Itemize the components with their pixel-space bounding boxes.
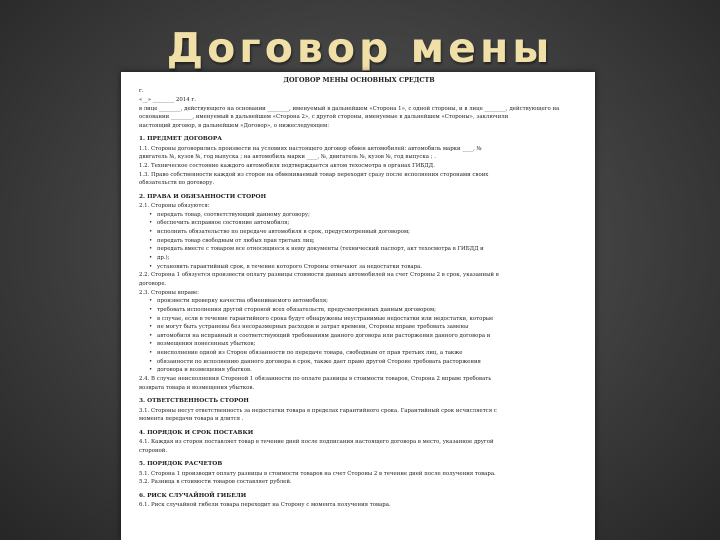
section-heading: 4. ПОРЯДОК И СРОК ПОСТАВКИ (139, 429, 254, 436)
obligations-list (139, 211, 579, 271)
paragraph-line: 2.1. Стороны обязуются: (139, 203, 210, 210)
list-item: • в случае, если в течение гарантийного срока будут обнаружены неустранимые недостатки или недостатки, которые (149, 315, 579, 324)
section-heading: 2. ПРАВА И ОБЯЗАННОСТИ СТОРОН (139, 193, 267, 200)
list-item: • требовать исполнения другой стороной всех обязательств, предусмотренных данным договором; (149, 306, 579, 315)
list-item: • передать товар свободным от любых прав третьих лиц; (149, 237, 579, 246)
contract-document (121, 72, 595, 540)
paragraph-line: 1.3. Право собственности каждой из сторон на обмениваемый товар переходит сразу после исполнения сторонами своих (139, 171, 489, 178)
preamble-line: основании ________, именуемый в дальнейшем «Сторона 2», с другой стороны, именуемые в дальнейшем «Стороны», заключили (139, 114, 509, 121)
list-item: • установить гарантийный срок, в течение которого Стороны отвечают за недостатки товара. (149, 263, 579, 272)
list-item: • обязанности по исполнению данного договора в срок, также дает право другой Стороне требовать расторжения (149, 358, 579, 367)
section-heading: 1. ПРЕДМЕТ ДОГОВОРА (139, 136, 222, 143)
list-item: • исполнить обязательство по передаче автомобиля в срок, предусмотренный договором; (149, 228, 579, 237)
paragraph-line: стороной. (139, 447, 168, 454)
section-heading: 3. ОТВЕТСТВЕННОСТЬ СТОРОН (139, 398, 249, 405)
paragraph-line: 2.2. Сторона 1 обязуется произвести оплату разницы стоимости данных автомобилей на счет Стороны 2 в срок, указанный в (139, 272, 499, 279)
paragraph-line: 3.1. Стороны несут ответственность за недостатки товара в пределах гарантийного срока. Гарантийный срок исчисляется с (139, 407, 497, 414)
section-heading: 5. ПОРЯДОК РАСЧЕТОВ (139, 461, 223, 468)
paragraph-line: договоре. (139, 280, 167, 287)
preamble-line: г. (139, 88, 144, 95)
preamble-line: в лице ________, действующего на основании ________, именуемый в дальнейшем «Сторона 1», с одной стороны, и в лице ________, действующего на (139, 105, 560, 112)
list-item: • возмещения понесенных убытков; (149, 340, 579, 349)
list-item: • передать товар, соответствующий данному договору; (149, 211, 579, 220)
preamble-line: «__» ________ 2014 г. (139, 96, 196, 103)
paragraph-line: 4.1. Каждая из сторон поставляет товар в течение дней после подписания настоящего договора в место, указанное другой (139, 439, 494, 446)
paragraph-line: 1.2. Техническое состояние каждого автомобиля подтверждается актом техосмотра в органах ГИБДД. (139, 163, 435, 169)
preamble-line: настоящий договор, в дальнейшем «Договор», о нижеследующем: (139, 122, 330, 129)
list-item: • не могут быть устранены без несоразмерных расходов и затрат времени, Стороны вправе требовать замены (149, 323, 579, 332)
paragraph-line: обязательств по договору. (139, 180, 215, 187)
paragraph-line: 1.1. Стороны договорились произвести на условиях настоящего договор обмен автомобилей: автомобиль марки ____, № (139, 145, 482, 152)
paragraph-line: 2.3. Стороны вправе: (139, 289, 199, 296)
rights-list (139, 297, 579, 375)
paragraph-line: 6.1. Риск случайной гибели товара переходит на Сторону с момента получения товара. (139, 502, 391, 509)
paragraph-line: момента передачи товара и длится . (139, 416, 244, 423)
list-item: • автомобиля на исправный и соответствующий требованиям данного договора или расторжения данного договора и (149, 332, 579, 341)
paragraph-line: 2.4. В случае неисполнения Стороной 1 обязанности по оплате разницы в стоимости товаров, Сторона 2 вправе требовать (139, 376, 492, 382)
list-item: • передать вместе с товаром все относящиеся к нему документы (технический паспорт, акт техосмотра в ГИБДД и (149, 245, 579, 254)
paragraph-line: возврата товара и возмещения убытков. (139, 384, 255, 391)
list-item: • договора и возмещения убытков. (149, 366, 579, 375)
slide-title: Договор мены (166, 24, 554, 72)
list-item: • произвести проверку качества обмениваемого автомобиля; (149, 297, 579, 306)
paragraph-line: 5.1. Сторона 1 производит оплату разницы в стоимости товаров на счет Стороны 2 в течение дней после получения товара. (139, 470, 496, 477)
paragraph-line: двигатель №, кузов №, год выпуска ; на автомобиль марки ____, №, двигатель №, кузов №, год выпуска ; . (139, 154, 436, 161)
preamble (139, 87, 579, 130)
list-item: • др.); (149, 254, 579, 263)
list-item: • обеспечить исправное состояние автомобиля; (149, 219, 579, 228)
paragraph-line: 5.2. Разница в стоимости товаров составляет рублей. (139, 479, 292, 486)
document-title: ДОГОВОР МЕНЫ ОСНОВНЫХ СРЕДСТВ (283, 76, 435, 84)
section-heading: 6. РИСК СЛУЧАЙНОЙ ГИБЕЛИ (139, 492, 247, 499)
list-item: • неисполнение одной из Сторон обязанности по передаче товара, свободным от прав третьих лиц, а также (149, 349, 579, 358)
